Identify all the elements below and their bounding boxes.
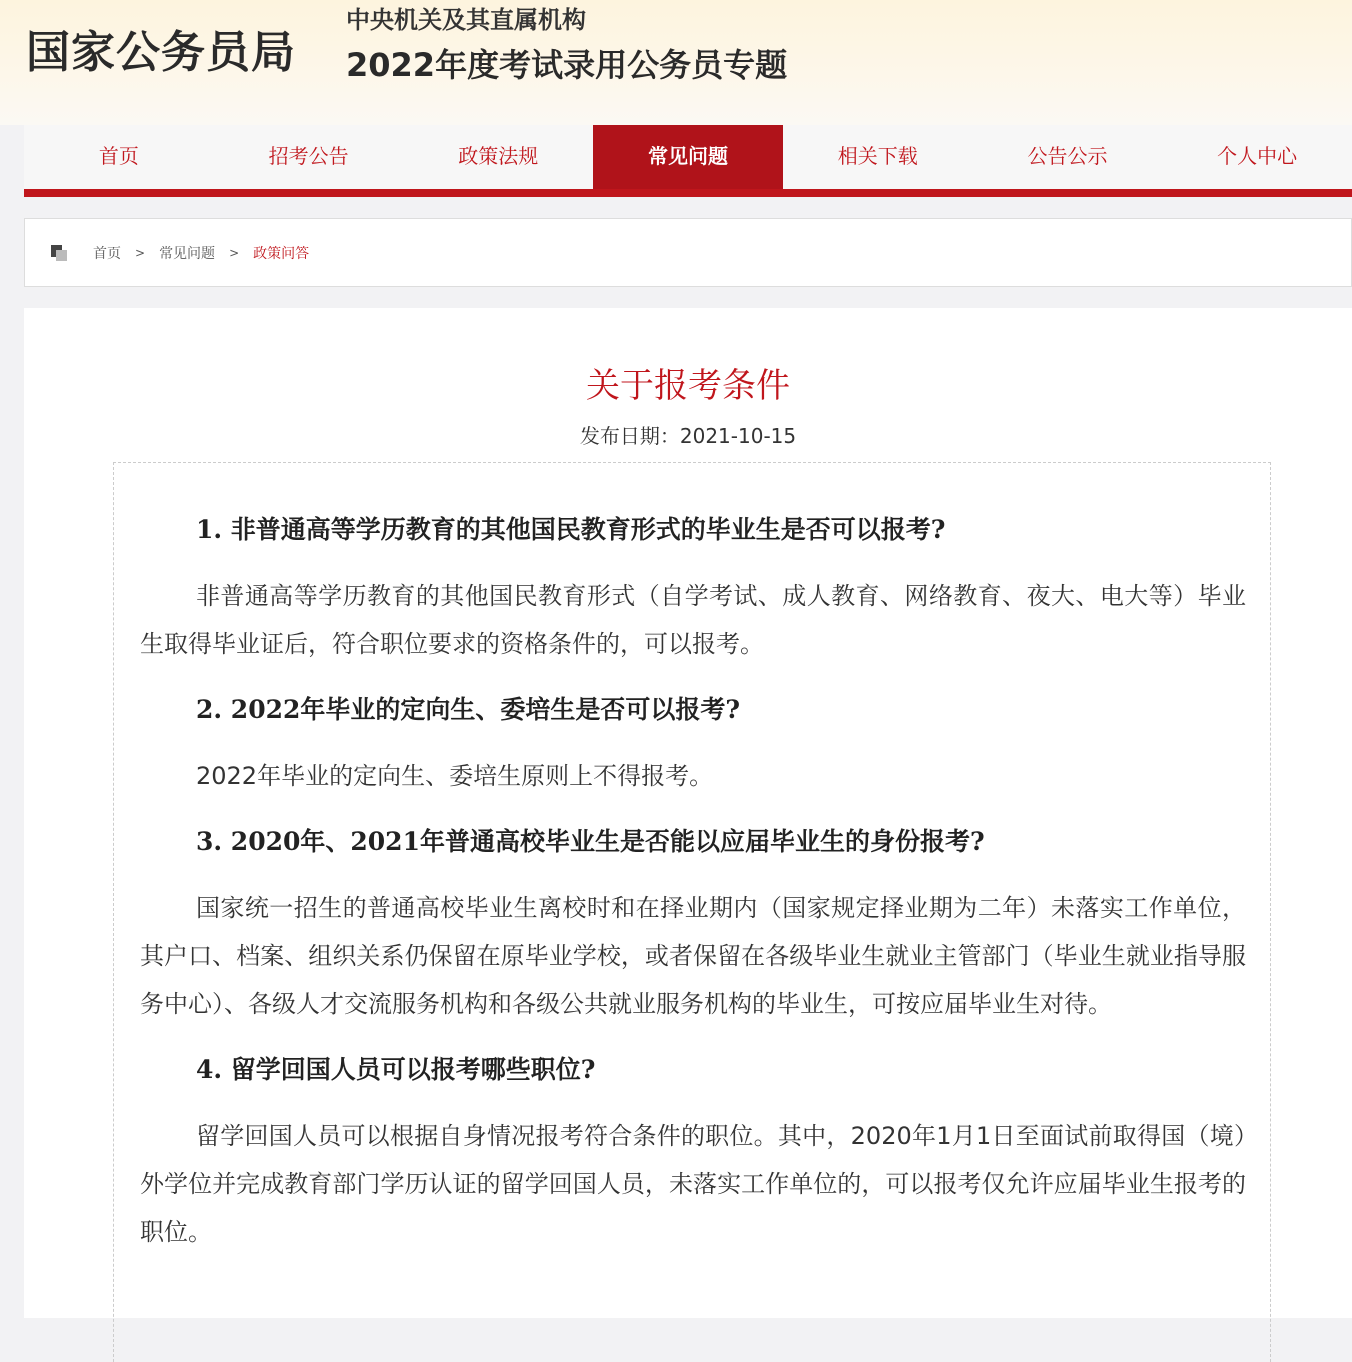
nav-item-announcements[interactable]: 招考公告 [268,144,349,168]
breadcrumb-home[interactable]: 首页 [93,245,121,262]
breadcrumb-separator: > [135,245,146,260]
publish-date: 发布日期：2021-10-15 [579,424,797,448]
answer: 2022年毕业的定向生、委培生原则上不得报考。 [196,762,714,790]
location-icon [51,245,67,261]
answer: 留学回国人员可以根据自身情况报考符合条件的职位。其中，2020年1月1日至面试前取得国（境）外学位并完成教育部门学历认证的留学回国人员，未落实工作单位的，可以报考仅允许应届毕业生报考的职位。 [140,1122,1246,1246]
nav-item-faq[interactable]: 常见问题 [593,125,783,189]
nav-item-personal-center[interactable]: 个人中心 [1217,144,1298,168]
breadcrumb-faq[interactable]: 常见问题 [159,245,216,262]
header-subtitle: 中央机关及其直属机构 [346,6,586,34]
main-nav [24,125,1352,197]
question: 3. 2020年、2021年普通高校毕业生是否能以应届毕业生的身份报考? [196,827,985,856]
nav-item-notices[interactable]: 公告公示 [1027,144,1108,168]
nav-item-home[interactable]: 首页 [98,144,139,168]
site-logo[interactable]: 国家公务员局 [26,27,296,78]
breadcrumb-current[interactable]: 政策问答 [253,245,310,262]
question: 4. 留学回国人员可以报考哪些职位? [196,1055,596,1084]
article-body [140,506,1246,1274]
breadcrumb [24,218,1352,287]
nav-item-downloads[interactable]: 相关下载 [837,144,918,168]
breadcrumb-separator: > [229,245,240,260]
question: 2. 2022年毕业的定向生、委培生是否可以报考? [196,695,741,724]
answer: 国家统一招生的普通高校毕业生离校时和在择业期内（国家规定择业期为二年）未落实工作单位，其户口、档案、组织关系仍保留在原毕业学校，或者保留在各级毕业生就业主管部门（毕业生就业指导服务中心）、各级人才交流服务机构和各级公共就业服务机构的毕业生，可按应届毕业生对待。 [140,894,1246,1018]
site-header [0,0,1352,125]
article-title: 关于报考条件 [586,366,790,406]
header-title: 2022年度考试录用公务员专题 [346,46,788,84]
answer: 非普通高等学历教育的其他国民教育形式（自学考试、成人教育、网络教育、夜大、电大等）毕业生取得毕业证后，符合职位要求的资格条件的，可以报考。 [140,582,1246,658]
question: 1. 非普通高等学历教育的其他国民教育形式的毕业生是否可以报考? [196,515,946,544]
article-panel [24,308,1352,1318]
nav-item-policies[interactable]: 政策法规 [458,144,539,168]
